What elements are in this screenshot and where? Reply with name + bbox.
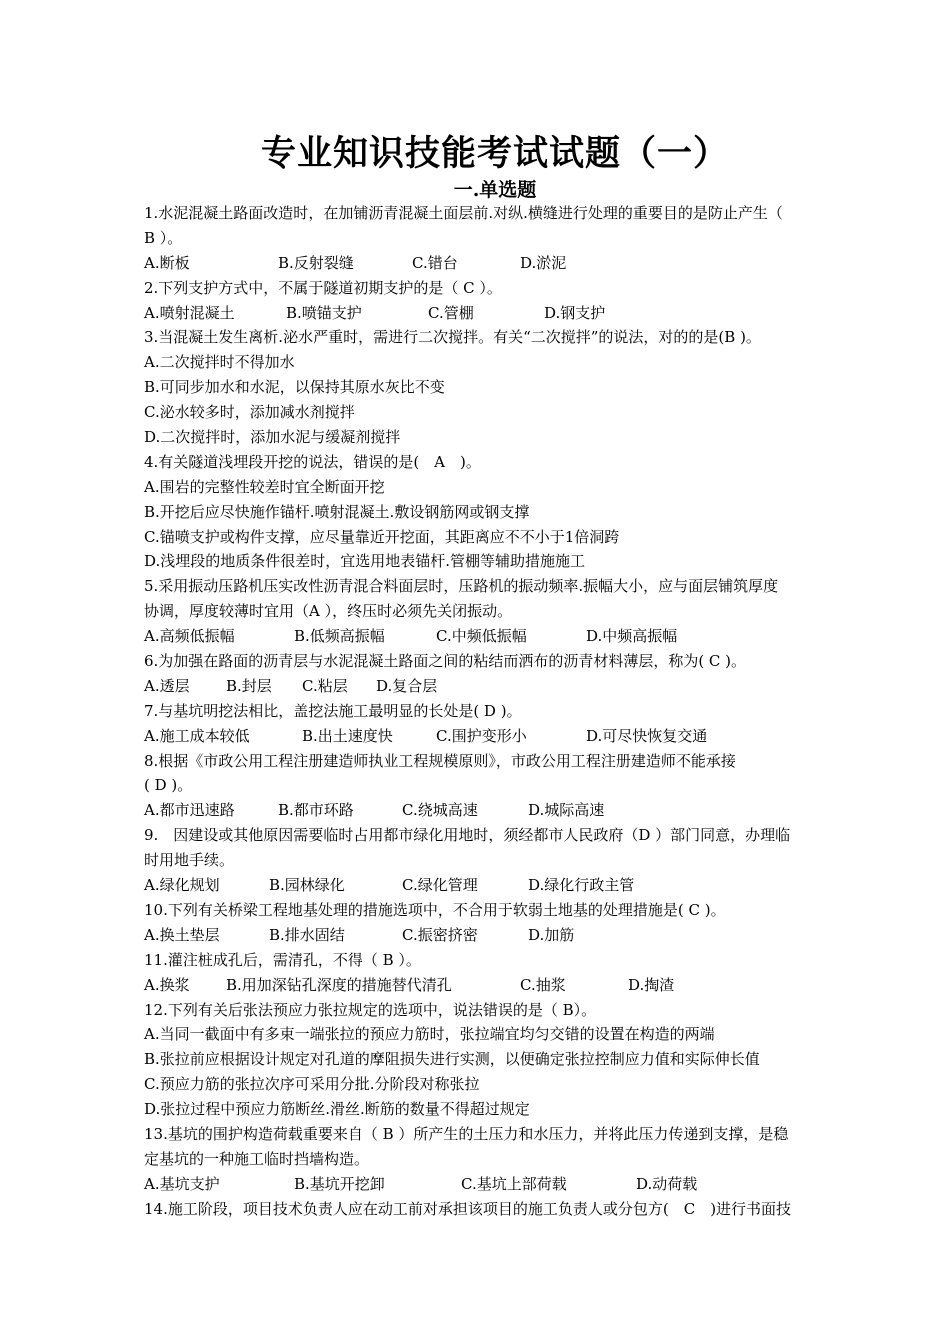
question-13-stem-continued: 定基坑的一种施工临时挡墙构造。 (144, 1149, 370, 1168)
option-c: C.粘层 (302, 676, 348, 695)
question-10-stem: 10.下列有关桥梁工程地基处理的措施选项中，不合用于软弱土地基的处理措施是( C )。 (144, 900, 726, 919)
question-5-options (144, 624, 866, 649)
option-a: A.绿化规划 (144, 876, 220, 895)
option-c: C.管棚 (428, 303, 474, 322)
question-8-options (144, 798, 866, 823)
option-a: A.换浆 (144, 975, 190, 994)
option-a: A.都市迅速路 (144, 801, 235, 820)
question-3-option-c: C.泌水较多时，添加减水剂搅拌 (144, 403, 355, 422)
question-4-option-a: A.围岩的完整性较差时宜全断面开挖 (144, 477, 385, 496)
question-4-option-d: D.浅埋段的地质条件很差时，宜选用地表锚杆.管棚等辅助措施施工 (144, 552, 586, 571)
option-b: B.都市环路 (278, 801, 354, 820)
question-4-option-c: C.锚喷支护或构件支撑，应尽量靠近开挖面，其距离应不不小于1倍洞跨 (144, 527, 620, 546)
option-d: D.城际高速 (528, 801, 605, 820)
question-8-stem: 8.根据《市政公用工程注册建造师执业工程规模原则》，市政公用工程注册建造师不能承接 (144, 751, 736, 770)
question-7-options (144, 724, 866, 749)
option-d: D.掏渣 (628, 975, 675, 994)
question-3-option-a: A.二次搅拌时不得加水 (144, 353, 295, 372)
option-b: B.喷锚支护 (286, 303, 362, 322)
option-a: A.换土垫层 (144, 925, 220, 944)
option-d: D.复合层 (376, 676, 438, 695)
option-c: C.抽浆 (520, 975, 566, 994)
question-12-option-a: A.当同一截面中有多束一端张拉的预应力筋时，张拉端宜均匀交错的设置在构造的两端 (144, 1025, 715, 1044)
option-a: A.高频低振幅 (144, 627, 235, 646)
question-1-stem: 1.水泥混凝土路面改造时，在加铺沥青混凝土面层前.对纵.横缝进行处理的重要目的是防止产生（ (144, 204, 783, 222)
option-d: D.绿化行政主管 (528, 876, 635, 895)
option-c: C.绕城高速 (402, 801, 478, 820)
question-9-options (144, 873, 866, 898)
option-c: C.基坑上部荷载 (461, 1174, 567, 1193)
option-c: C.振密挤密 (402, 925, 478, 944)
option-b: B.低频高振幅 (294, 627, 385, 646)
option-d: D.钢支护 (544, 303, 606, 322)
question-12-option-b: B.张拉前应根据设计规定对孔道的摩阻损失进行实测，以便确定张拉控制应力值和实际伸长值 (144, 1050, 760, 1069)
section-heading: 一.单选题 (453, 179, 537, 201)
question-6-options (144, 674, 866, 699)
question-9-stem: 9. 因建设或其他原因需要临时占用都市绿化用地时，须经都市人民政府（D ）部门同意，办理临 (144, 826, 791, 845)
question-list (144, 201, 866, 1222)
option-a: A.施工成本较低 (144, 726, 250, 745)
question-1-answer: B ）。 (144, 228, 183, 247)
option-a: A.断板 (144, 253, 190, 272)
option-b: B.出土速度快 (302, 726, 393, 745)
question-13-stem: 13.基坑的围护构造荷载重要来自（ B ）所产生的土压力和水压力，并将此压力传递到支撑，是稳 (144, 1124, 789, 1143)
question-3-option-d: D.二次搅拌时，添加水泥与缓凝剂搅拌 (144, 428, 401, 447)
option-b: B.园林绿化 (269, 876, 345, 895)
question-9-stem-continued: 时用地手续。 (144, 851, 235, 870)
option-d: D.可尽快恢复交通 (586, 726, 708, 745)
page-title: 专业知识技能考试试题（一） (260, 133, 729, 174)
option-c: C.中频低振幅 (436, 627, 527, 646)
option-d: D.中频高振幅 (586, 627, 678, 646)
question-12-stem: 12.下列有关后张法预应力张拉规定的选项中，说法错误的是（ B）。 (144, 1000, 597, 1019)
question-3-stem: 3.当混凝土发生离析.泌水严重时，需进行二次搅拌。有关“二次搅拌”的说法，对的的是(B )。 (144, 328, 761, 347)
question-1-options (144, 251, 866, 276)
option-c: C.错台 (412, 253, 458, 272)
question-11-stem: 11.灌注桩成孔后，需清孔，不得（ B ）。 (144, 950, 421, 969)
option-a: A.喷射混凝土 (144, 303, 235, 322)
question-4-stem: 4.有关隧道浅埋段开挖的说法，错误的是( A )。 (144, 452, 481, 471)
question-6-stem: 6.为加强在路面的沥青层与水泥混凝土路面之间的粘结而洒布的沥青材料薄层，称为( C )。 (144, 652, 747, 671)
option-a: A.透层 (144, 676, 190, 695)
question-13-options (144, 1172, 866, 1197)
question-5-stem: 5.采用振动压路机压实改性沥青混合料面层时，压路机的振动频率.振幅大小，应与面层铺筑厚度 (144, 577, 779, 596)
option-b: B.用加深钻孔深度的措施替代清孔 (226, 975, 452, 994)
option-d: D.淤泥 (520, 253, 567, 272)
question-12-option-c: C.预应力筋的张拉次序可采用分批.分阶段对称张拉 (144, 1075, 480, 1094)
option-b: B.排水固结 (269, 925, 345, 944)
option-b: B.反射裂缝 (278, 253, 354, 272)
option-d: D.动荷载 (636, 1174, 698, 1193)
question-10-options (144, 923, 866, 948)
option-b: B.封层 (226, 676, 272, 695)
question-2-stem: 2.下列支护方式中，不属于隧道初期支护的是（ C ）。 (144, 278, 502, 297)
option-c: C.绿化管理 (402, 876, 478, 895)
option-d: D.加筋 (528, 925, 575, 944)
question-3-option-b: B.可同步加水和水泥，以保持其原水灰比不变 (144, 378, 445, 397)
question-14-stem: 14.施工阶段，项目技术负责人应在动工前对承担该项目的施工负责人或分包方( C )进行书面技 (144, 1199, 792, 1218)
option-c: C.围护变形小 (436, 726, 527, 745)
question-11-options (144, 973, 866, 998)
question-7-stem: 7.与基坑明挖法相比，盖挖法施工最明显的长处是( D )。 (144, 701, 522, 720)
option-a: A.基坑支护 (144, 1174, 220, 1193)
question-12-option-d: D.张拉过程中预应力筋断丝.滑丝.断筋的数量不得超过规定 (144, 1100, 530, 1119)
question-8-answer: ( D )。 (144, 776, 193, 795)
option-b: B.基坑开挖卸 (294, 1174, 385, 1193)
question-5-stem-continued: 协调，厚度较薄时宜用（A ），终压时必须先关闭振动。 (144, 602, 513, 621)
question-4-option-b: B.开挖后应尽快施作锚杆.喷射混凝土.敷设钢筋网或钢支撑 (144, 502, 530, 521)
question-2-options (144, 301, 866, 326)
